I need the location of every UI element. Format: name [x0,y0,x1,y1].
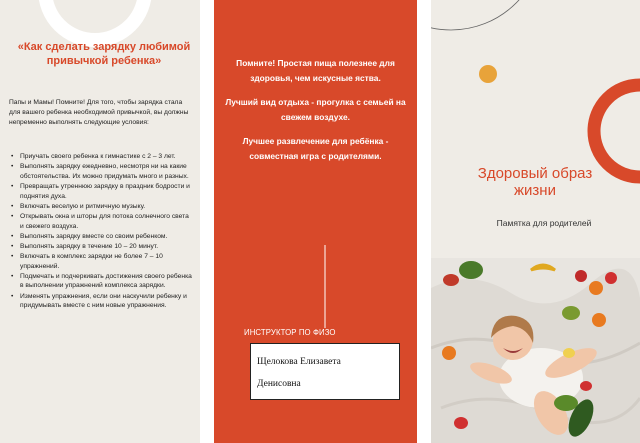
right-panel [431,0,640,443]
panel-gap-1 [200,0,214,443]
rest-paragraph: Лучший вид отдыха - прогулка с семьей на свежем воздухе. [225,97,406,122]
happy-child-photo [431,258,640,443]
list-item: • Подмечать и подчеркивать достижения своего ребенка в выполнении упражнений комплекса зарядки. [9,272,194,291]
list-item: • Включать веселую и ритмичную музыку. [9,202,194,212]
gold-dot-decoration [479,65,497,83]
list-item: • Превращать утреннюю зарядку в праздник бодрости и поднятия духа. [9,182,194,201]
instructor-name-line: Денисовна [257,379,301,389]
list-item: • Приучать своего ребенка к гимнастике с 2 – 3 лет. [9,152,194,162]
instructor-name-box [250,343,400,400]
thin-circle-decoration [431,0,543,30]
list-item: • Изменять упражнения, если они наскучили ребенку и придумывать вместе с ним новые упражнения. [9,292,194,311]
left-panel [0,0,200,443]
list-item: • Выполнять зарядку вместе со своим ребенком. [9,232,194,242]
brochure-title: Здоровый образ жизни [477,165,593,199]
red-arc-decoration [594,85,640,177]
white-ring-decoration [45,0,145,40]
instructor-name-line: Щелокова Елизавета [257,357,341,367]
list-item: • Выполнять зарядку ежедневно, несмотря ни на какие обстоятельства. Их можно придумать много и разных. [9,162,194,181]
brochure-subtitle: Памятка для родителей [496,218,592,228]
middle-text-block [224,56,407,173]
list-item: • Выполнять зарядку в течение 10 – 20 минут. [9,242,194,252]
play-paragraph: Лучшее развлечение для ребёнка - совместная игра с родителями. [242,136,389,161]
left-intro: Папы и Мамы! Помните! Для того, чтобы зарядка стала для вашего ребенка необходимой привычкой, вы должны непременно выполнять следующие условия: [9,99,189,126]
tips-list [9,152,194,311]
panel-gap-2 [417,0,431,443]
middle-panel [214,0,417,443]
reminder-paragraph: Помните! Простая пища полезнее для здоровья, чем искусные яства. [236,58,395,83]
instructor-label: ИНСТРУКТОР ПО ФИЗО [244,328,336,337]
list-item: • Включать в комплекс зарядки не более 7 – 10 упражнений. [9,252,194,271]
left-title: «Как сделать зарядку любимой привычкой ребенка» [17,41,191,67]
list-item: • Открывать окна и шторы для потока солнечного света и свежего воздуха. [9,212,194,231]
